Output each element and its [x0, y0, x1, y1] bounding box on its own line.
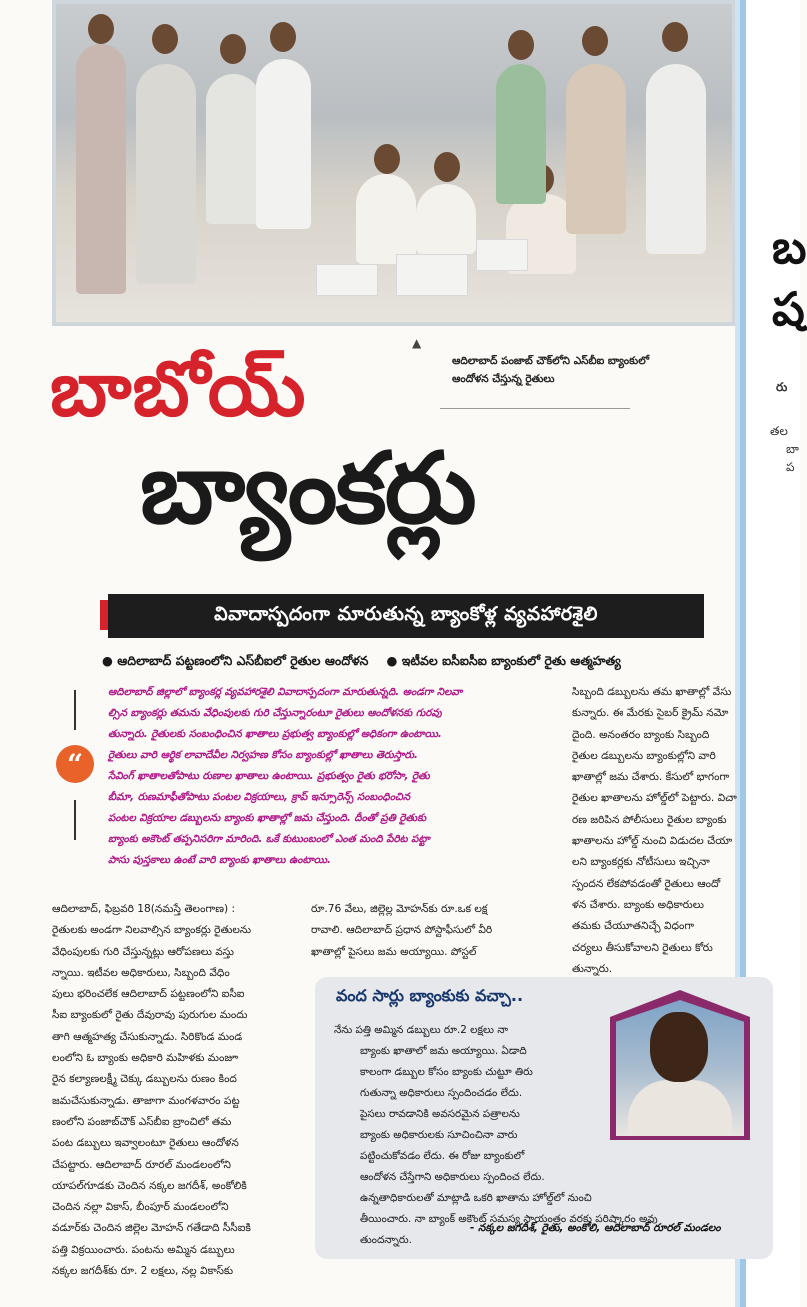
text-line: బ్యాంకు ఖాతాలో జమ అయ్యాయి. ఏడాది — [360, 1045, 527, 1057]
adjacent-text: తల — [770, 424, 788, 438]
adjacent-headline-2: ష — [772, 282, 805, 336]
quote-line: తున్నారు. రైతులకు సంబంధించిన ఖాతాలు ప్రభుత్వ బ్యాంకుల్లో అధికంగా ఉంటాయి. — [108, 728, 442, 740]
bullet-points — [102, 650, 742, 674]
adjacent-text: బా — [786, 442, 799, 456]
text-line: తుందన్నారు. — [360, 1234, 412, 1246]
quote-line: పాసు పుస్తకాలు ఉంటే వారి బ్యాంకు ఖాతాలు ఉంటాయి. — [108, 854, 331, 866]
text-line: ఖాతాలను హోల్డ్ నుంచి విడుదల చేయా — [572, 835, 733, 848]
quote-line: బీమా, రుణమాఫీతోపాటు పంటల విక్రయాలు, క్రాప్ ఇన్సూరెన్స్ సంబంధించిన — [108, 791, 411, 803]
text-line: ళన చేశారు. బ్యాంకు అధికారులు — [572, 898, 704, 911]
text-line: ఆందోళన చేస్తేగాని అధికారులు స్పందించ లేదు. — [360, 1171, 545, 1183]
photo-caption: ఆదిలాబాద్ పంజాబ్ చౌక్‌లోని ఎస్‌బీఐ బ్యాంకులో ఆందోళన చేస్తున్న రైతులు — [452, 355, 649, 385]
pull-quote — [108, 682, 556, 871]
adjacent-headline-1: బ — [772, 220, 807, 274]
text-line: రణ జరిపిన పోలీసులు రైతుల బ్యాంకు — [572, 813, 727, 826]
subheadline: వివాదాస్పదంగా మారుతున్న బ్యాంకోళ్ల వ్యవహారశైలి — [108, 594, 704, 638]
text-line: దైంది. అనంతరం బ్యాంకు సిబ్బంది — [572, 728, 710, 741]
quote-line: సేవింగ్ ఖాతాలతోపాటు రుణాల ఖాతాలు ఉంటాయి. ప్రభుత్వం రైతు భరోసా, రైతు — [108, 770, 430, 782]
text-line: రైన కల్యాణలక్ష్మీ చెక్కు డబ్బులను రుణం కింద — [52, 1073, 237, 1086]
text-line: రావాలి. ఆదిలాబాద్ ప్రధాన పోస్టాఫీసులో వీరి — [311, 924, 493, 937]
bullet-text: ఆదిలాబాద్ పట్టణంలోని ఎస్‌బీఐలో రైతుల ఆందోళన — [117, 652, 369, 668]
adjacent-text: ప — [786, 460, 795, 474]
headline-line-2: బ్యాంకర్లు — [140, 432, 475, 546]
subheadline-accent — [100, 600, 108, 630]
article-column-3 — [572, 682, 772, 980]
text-line: చర్యలు తీసుకోవాలని రైతులు కోరు — [572, 941, 713, 954]
text-line: కున్నారు. ఈ మేరకు సైబర్ క్రైమ్ నమో — [572, 707, 729, 720]
text-line: న్నాయి. ఇటీవల అధికారులు, సిబ్బంది వేధిం — [52, 966, 230, 979]
quote-line: ఆదిలాబాద్ జిల్లాలో బ్యాంకర్ల వ్యవహారశైలి వివాదాస్పదంగా మారుతున్నది. అండగా నిలవా — [108, 686, 463, 698]
box-text — [334, 1020, 602, 1146]
quote-rule — [74, 800, 76, 840]
quote-line: రైతులు వారి ఆర్థిక లావాదేవీల నిర్వహణ కోసం బ్యాంకుల్లో ఖాతాలు తెరుస్తారు. — [108, 749, 418, 761]
text-line: చెందిన నల్లా వికాస్, బీంపూర్ మండలంలోని — [52, 1201, 229, 1214]
text-line: సిబ్బంది డబ్బులను తమ ఖాతాల్లో వేసు — [572, 686, 732, 698]
box-title: వంద సార్లు బ్యాంకుకు వచ్చా.. — [336, 986, 524, 1005]
text-line: ఖాతాల్లో పైసలు జమ అయ్యాయి. పోస్టల్ — [311, 945, 477, 958]
article-column-1 — [52, 899, 296, 1282]
text-line: రైతులకు అండగా నిలవాల్సిన బ్యాంకర్లు రైతులను — [52, 924, 251, 937]
text-line: గుతున్నా అధికారులు స్పందించడం లేదు. — [360, 1087, 523, 1099]
bullet-item: ● ఇటీవల ఐసీఐసీఐ బ్యాంకులో రైతు ఆత్మహత్య — [386, 652, 621, 668]
text-line: పైసలు రావడానికి అవసరమైన పత్రాలను — [360, 1108, 520, 1120]
text-line: కాలంగా డబ్బుల కోసం బ్యాంకు చుట్టూ తిరు — [360, 1066, 533, 1078]
text-line: ణంలోని పంజాబ్‌చౌక్ ఎస్‌బీఐ బ్రాంచిలో తమ — [52, 1115, 232, 1128]
text-line: పులు భరించలేక ఆదిలాబాద్ పట్టణంలోని ఐసీఐ — [52, 988, 245, 1001]
headline-line-1: బాబోయ్ — [50, 344, 307, 433]
text-line: తున్నారు. — [572, 962, 613, 975]
text-line: ఉన్నతాధికారులతో మాట్లాడి ఒకరి ఖాతాను హోల్డ్‌లో నుంచి — [360, 1192, 592, 1204]
text-line: రైతుల డబ్బులను బ్యాంకుల్లోని వారి — [572, 749, 716, 762]
news-photo — [52, 0, 736, 326]
text-line: లంలోని ఓ బ్యాంకు అధికారి మహిళకు మంజూ — [52, 1052, 239, 1065]
text-line: చేపట్టారు. ఆదిలాబాద్ రూరల్ మండలంలోని — [52, 1158, 231, 1171]
text-line: యాపల్‌గూడకు చెందిన నక్కల జగదీశ్, అంకోలికి — [52, 1179, 247, 1192]
text-line: రూ.76 వేలు, జిల్లెల్ల మోహన్‌కు రూ.ఒక లక్ష — [311, 903, 488, 915]
quote-attribution: - నక్కల జగదీశ్, రైతు, అంకోలి, ఆదిలాబాద్ రూరల్ మండలం — [470, 1222, 721, 1234]
text-line: స్పందన లేకపోవడంతో రైతులు ఆందో — [572, 877, 721, 890]
article-column-2 — [311, 899, 559, 963]
adjacent-text: రు — [776, 380, 788, 394]
portrait-torso — [628, 1080, 732, 1136]
text-line: తమకు చేయూతనిచ్చే విధంగా — [572, 920, 695, 933]
text-line: లని బ్యాంకర్లకు నోటీసులు ఇచ్చినా — [572, 856, 710, 869]
text-line: నేను పత్తి అమ్మిన డబ్బులు రూ.2 లక్షలు నా — [334, 1024, 509, 1036]
text-line: తీయించారు. నా బ్యాంక్ అకౌంట్ సమస్య సాయంత్రం వరకు పరిష్కారం అవు — [360, 1213, 658, 1225]
text-line: రైతుల ఖాతాలను హోల్డ్‌లో పెట్టారు. విచా — [572, 792, 737, 805]
quote-rule — [74, 690, 76, 730]
quote-icon: “ — [56, 745, 94, 783]
quote-line: ల్సిన బ్యాంకర్లు తమను వేధింపులకు గురి చేస్తున్నారంటూ రైతులు ఆందోళనకు గురవు — [108, 707, 442, 719]
quote-line: బ్యాంకు అకౌంట్ తప్పనిసరిగా మారింది. ఒకే కుటుంబంలో ఎంత మంది పేరిట పట్టా — [108, 833, 430, 845]
text-line: నక్కల జగదీశ్‌కు రూ. 2 లక్షలు, నల్ల వికాస్‌కు — [52, 1265, 234, 1278]
text-line: బ్యాంకు అధికారులకు సూచించినా వారు — [360, 1129, 518, 1141]
divider — [440, 408, 630, 409]
text-line: సీఐ బ్యాంకులో రైతు దేవురావు పురుగుల మందు — [52, 1009, 248, 1022]
text-line: వడూర్‌కు చెందిన జిల్లెల మోహన్ గతేడాది సీసీఐకి — [52, 1222, 251, 1235]
text-line: ఆదిలాబాద్, ఫిబ్రవరి 18(నమస్తే తెలంగాణ) : — [52, 903, 236, 915]
text-line: ఖాతాల్లో జమ చేశారు. కేసులో భాగంగా — [572, 771, 730, 784]
text-line: పంట డబ్బులు ఇవ్వాలంటూ రైతులు ఆందోళన — [52, 1137, 239, 1150]
text-line: తాగి ఆత్మహత్య చేసుకున్నాడు. సిరికొండ మండ — [52, 1030, 243, 1043]
quote-line: పంటల విక్రయాల డబ్బులను బ్యాంకు ఖాతాల్లో జమ చేస్తుంది. దీంతో ప్రతి రైతుకు — [108, 812, 427, 824]
text-line: పట్టించుకోవడం లేదు. ఈ రోజు బ్యాంకులో — [360, 1150, 525, 1162]
text-line: జమచేసుకున్నాడు. తాజాగా మంగళవారం పట్ట — [52, 1094, 240, 1107]
bullet-text: ఇటీవల ఐసీఐసీఐ బ్యాంకులో రైతు ఆత్మహత్య — [401, 652, 621, 668]
caption-arrow-icon: ▲ — [412, 336, 422, 350]
portrait-face — [650, 1012, 708, 1082]
bullet-item: ● ఆదిలాబాద్ పట్టణంలోని ఎస్‌బీఐలో రైతుల ఆందోళన — [102, 652, 369, 668]
text-line: వేధింపులకు గురి చేస్తున్నట్లు ఆరోపణలు వస్తు — [52, 945, 234, 958]
text-line: పత్తి విక్రయించారు. పంటను అమ్మిన డబ్బులు — [52, 1243, 235, 1256]
